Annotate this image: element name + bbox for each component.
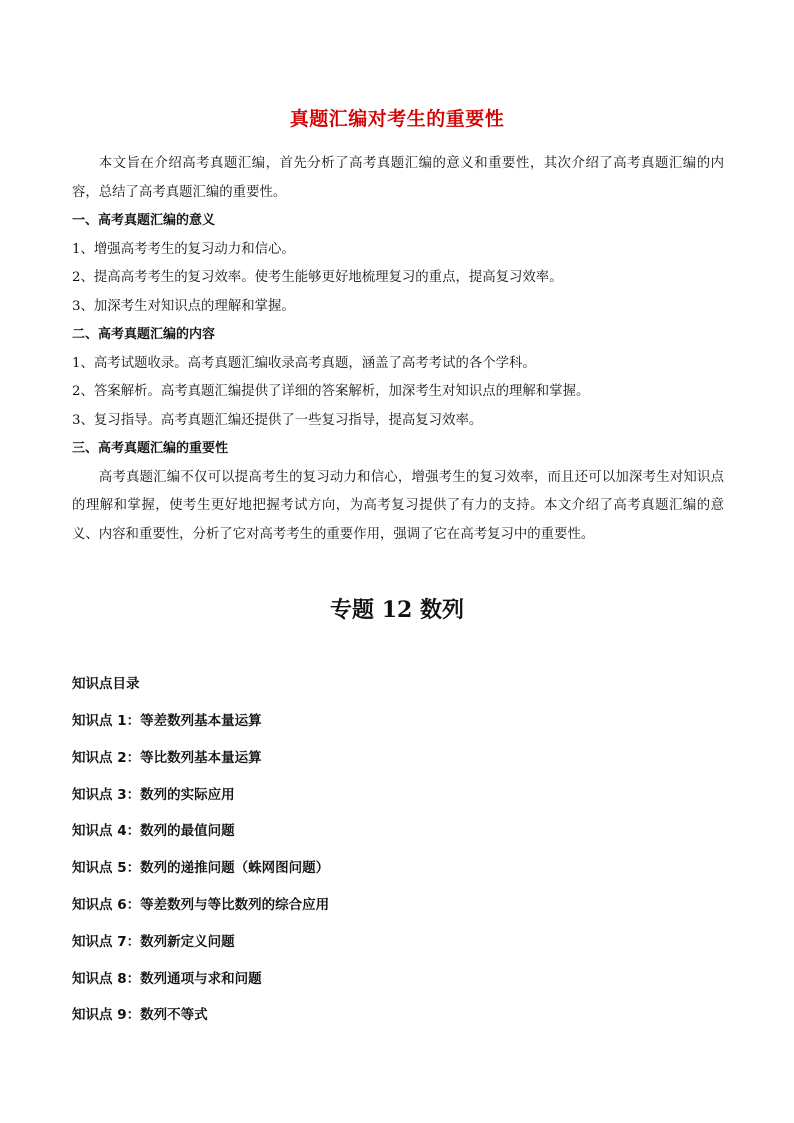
toc-item-6[interactable]: 知识点 6：等差数列与等比数列的综合应用 — [72, 896, 330, 913]
topic-title: 专题 12 数列 — [330, 597, 464, 623]
section-heading-content: 二、高考真题汇编的内容 — [72, 327, 216, 342]
knowledge-point-toc — [72, 672, 724, 1040]
article-body — [72, 150, 724, 549]
section-content-item-2: 2、答案解析。高考真题汇编提供了详细的答案解析，加深考生对知识点的理解和掌握。 — [72, 384, 590, 399]
section-heading-meaning: 一、高考真题汇编的意义 — [72, 213, 216, 228]
toc-item-2[interactable]: 知识点 2：等比数列基本量运算 — [72, 749, 262, 766]
toc-heading: 知识点目录 — [72, 676, 140, 692]
toc-item-3[interactable]: 知识点 3：数列的实际应用 — [72, 786, 235, 803]
importance-paragraph: 高考真题汇编不仅可以提高考生的复习动力和信心，增强考生的复习效率，而且还可以加深考生对知识点的理解和掌握，使考生更好地把握考试方向，为高考复习提供了有力的支持。本文介绍了高考真题汇编的意义、内容和重要性，分析了它对高考考生的重要作用，强调了它在高考复习中的重要性。 — [72, 469, 724, 542]
section-meaning-item-3: 3、加深考生对知识点的理解和掌握。 — [72, 298, 295, 314]
toc-item-1[interactable]: 知识点 1：等差数列基本量运算 — [72, 713, 262, 729]
section-content-item-1: 1、高考试题收录。高考真题汇编收录高考真题，涵盖了高考考试的各个学科。 — [72, 355, 536, 371]
section-heading-importance: 三、高考真题汇编的重要性 — [72, 441, 229, 456]
toc-item-7[interactable]: 知识点 7：数列新定义问题 — [72, 933, 235, 950]
document-title: 真题汇编对考生的重要性 — [289, 108, 505, 130]
section-meaning-item-1: 1、增强高考考生的复习动力和信心。 — [72, 241, 295, 257]
section-meaning-item-2: 2、提高高考考生的复习效率。使考生能够更好地梳理复习的重点，提高复习效率。 — [72, 270, 563, 285]
section-content-item-3: 3、复习指导。高考真题汇编还提供了一些复习指导，提高复习效率。 — [72, 412, 483, 428]
intro-paragraph: 本文旨在介绍高考真题汇编，首先分析了高考真题汇编的意义和重要性，其次介绍了高考真题汇编的内容，总结了高考真题汇编的重要性。 — [72, 156, 724, 200]
toc-item-8[interactable]: 知识点 8：数列通项与求和问题 — [72, 970, 262, 987]
toc-item-5[interactable]: 知识点 5：数列的递推问题（蛛网图问题） — [72, 860, 330, 877]
toc-item-9[interactable]: 知识点 9：数列不等式 — [72, 1007, 208, 1024]
toc-item-4[interactable]: 知识点 4：数列的最值问题 — [72, 823, 235, 840]
